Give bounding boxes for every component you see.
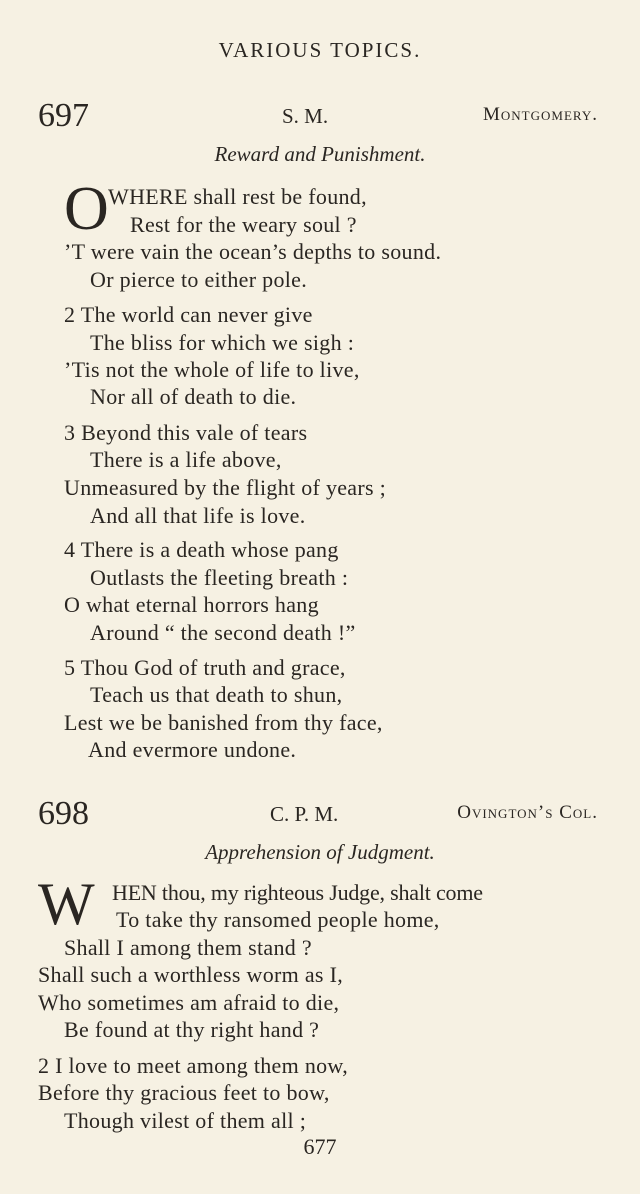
hymn-698-line-7: 2 I love to meet among them now, (38, 1053, 348, 1078)
page-number: 677 (303, 1134, 337, 1159)
hymn-698-line-5: Who sometimes am afraid to die, (38, 990, 340, 1015)
hymn-698-line-9: Though vilest of them all ; (64, 1108, 307, 1133)
hymn-697-line-1: WHERE shall rest be found, (108, 184, 367, 209)
hymn-697-line-11: Unmeasured by the flight of years ; (64, 475, 387, 500)
hymn-698-line-4: Shall such a worthless worm as I, (38, 962, 344, 987)
running-head: VARIOUS TOPICS. (218, 38, 422, 62)
hymn-697-line-9: 3 Beyond this vale of tears (64, 420, 308, 445)
hymn-698-dropcap: W (38, 871, 95, 937)
hymn-697-dropcap: O (64, 175, 109, 243)
hymn-698-line-2: To take thy ransomed people home, (116, 907, 440, 932)
hymn-698-line-8: Before thy gracious feet to bow, (38, 1080, 330, 1105)
hymn-698-subtitle: Apprehension of Judgment. (205, 840, 435, 864)
hymn-697-line-5: 2 The world can never give (64, 302, 313, 327)
hymn-697-line-2: Rest for the weary soul ? (130, 212, 357, 237)
hymn-697-line-17: 5 Thou God of truth and grace, (64, 655, 346, 680)
hymn-697-line-7: ’Tis not the whole of life to live, (64, 357, 360, 382)
hymn-697-line-3: ’T were vain the ocean’s depths to sound. (64, 239, 442, 264)
hymn-697-line-12: And all that life is love. (90, 503, 306, 528)
hymn-698-line-3: Shall I among them stand ? (64, 935, 312, 960)
hymn-697-line-13: 4 There is a death whose pang (64, 537, 339, 562)
hymn-698-header (38, 794, 598, 834)
hymn-697-line-18: Teach us that death to shun, (90, 682, 343, 707)
hymn-698-line-1: HEN thou, my righteous Judge, shalt come (112, 880, 483, 905)
hymn-698-number: 698 (38, 795, 89, 832)
hymn-697-line-20: And evermore undone. (88, 737, 297, 762)
hymn-697-tune: Montgomery. (483, 104, 598, 125)
hymn-698-line-6: Be found at thy right hand ? (64, 1017, 320, 1042)
hymn-697-line-15: O what eternal horrors hang (64, 592, 319, 617)
hymn-697-line-6: The bliss for which we sigh : (90, 330, 355, 355)
hymn-698-meter: C. P. M. (270, 802, 339, 826)
hymn-697-meter: S. M. (282, 104, 329, 128)
hymn-697-line-19: Lest we be banished from thy face, (64, 710, 383, 735)
hymn-697-line-4: Or pierce to either pole. (90, 267, 308, 292)
hymn-697-line-8: Nor all of death to die. (90, 384, 297, 409)
hymn-697-number: 697 (38, 97, 89, 134)
hymn-697-subtitle: Reward and Punishment. (214, 142, 426, 166)
hymn-697-line-14: Outlasts the fleeting breath : (90, 565, 349, 590)
hymn-697-line-10: There is a life above, (90, 447, 282, 472)
hymn-697-line-16: Around “ the second death !” (90, 620, 356, 645)
hymn-697-header (38, 96, 598, 136)
hymn-698-tune: Ovington’s Col. (457, 802, 598, 823)
